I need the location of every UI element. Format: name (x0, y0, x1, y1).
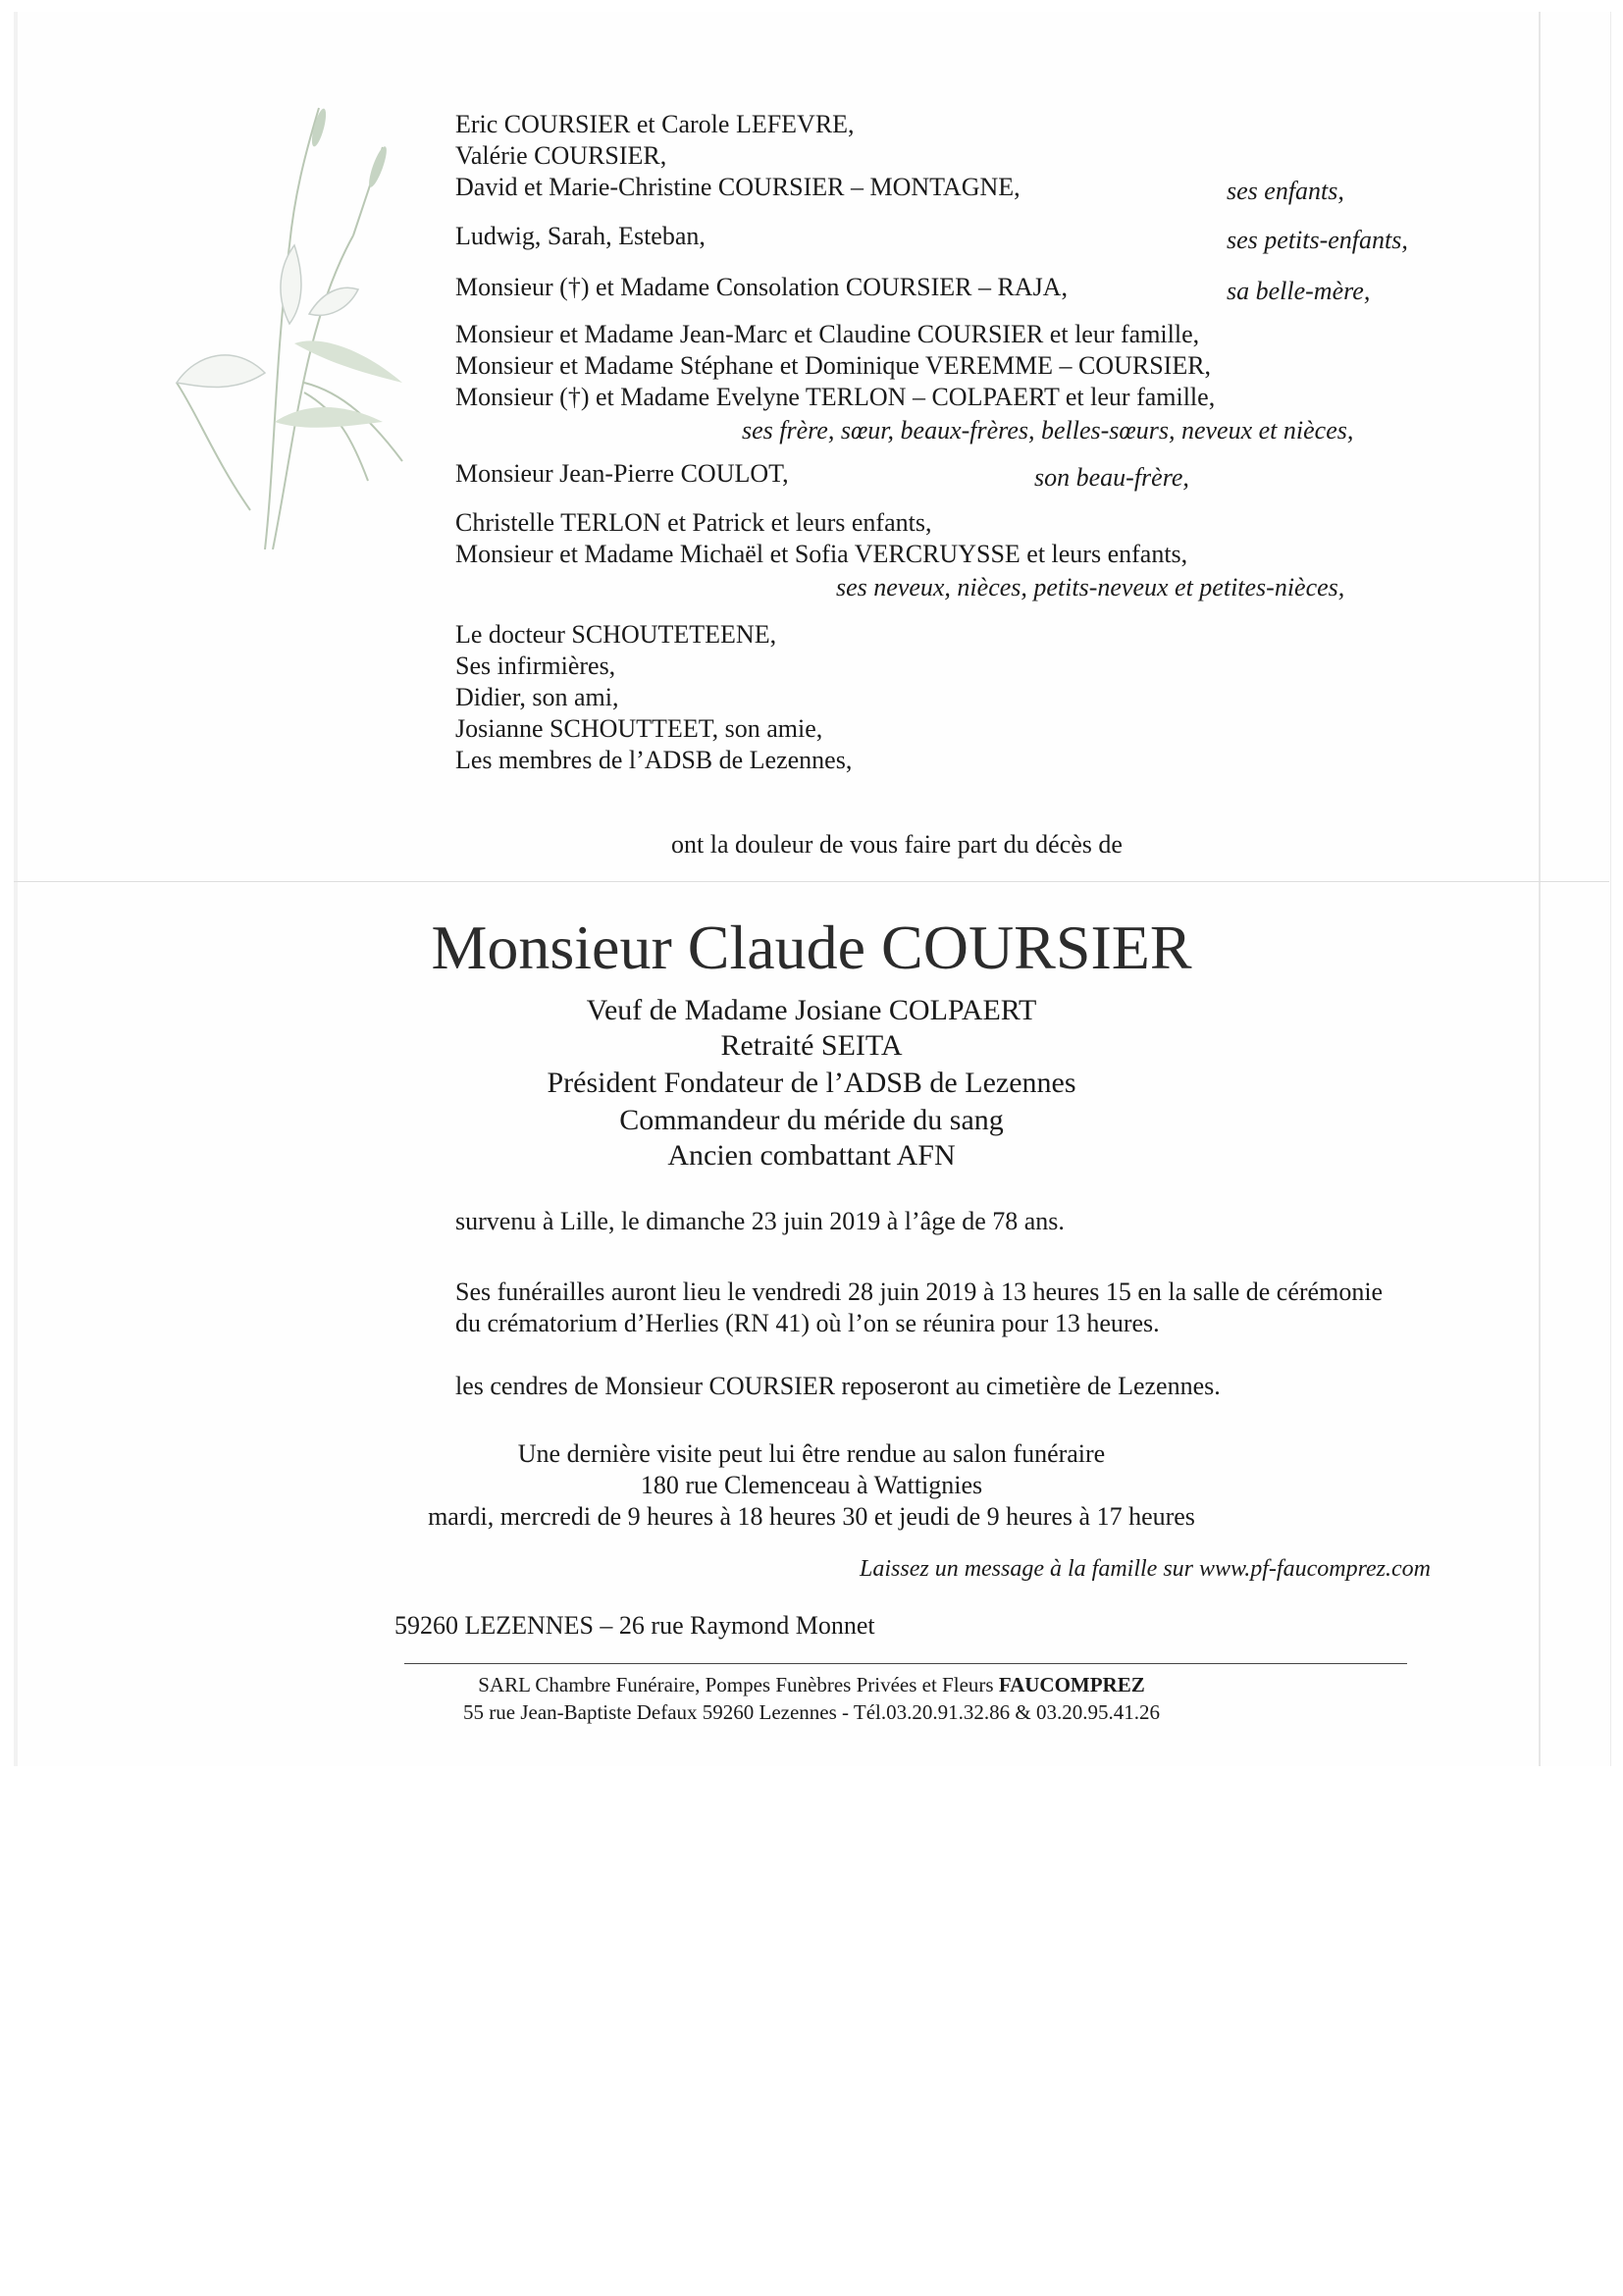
visit-line-1: Une dernière visite peut lui être rendue au salon funéraire (517, 1439, 1106, 1468)
company-brand: FAUCOMPREZ (998, 1673, 1145, 1696)
family-line-10: Christelle TERLON et Patrick et leurs enfants, (455, 508, 932, 537)
family-line-7: Monsieur et Madame Stéphane et Dominique VEREMME – COURSIER, (455, 351, 1212, 380)
family-line-1: Eric COURSIER et Carole LEFEVRE, (455, 110, 855, 138)
lily-flower-illustration (157, 88, 412, 549)
funeral-contact: 55 rue Jean-Baptiste Defaux 59260 Lezennes - Tél.03.20.91.32.86 & 03.20.95.41.26 (463, 1700, 1160, 1724)
funeral-details-1: Ses funérailles auront lieu le vendredi 28 juin 2019 à 13 heures 15 en la salle de cérémonie (455, 1278, 1384, 1306)
title-veteran: Ancien combattant AFN (667, 1139, 956, 1172)
relation-mother-in-law: sa belle-mère, (1227, 277, 1371, 305)
relation-nephews: ses neveux, nièces, petits-neveux et petites-nièces, (836, 573, 1345, 601)
death-details: survenu à Lille, le dimanche 23 juin 2019 à l’âge de 78 ans. (455, 1207, 1065, 1235)
relation-brother-in-law: son beau-frère, (1034, 463, 1189, 492)
family-line-13: Ses infirmières, (455, 652, 616, 680)
announcement-text: ont la douleur de vous faire part du décès de (671, 830, 1123, 859)
title-commander: Commandeur du méride du sang (619, 1104, 1004, 1136)
fold-line (14, 881, 1609, 882)
family-line-5: Monsieur (†) et Madame Consolation COURSIER – RAJA, (455, 273, 1068, 301)
home-address: 59260 LEZENNES – 26 rue Raymond Monnet (394, 1611, 875, 1640)
funeral-company (0, 1672, 1623, 1697)
relation-grandchildren: ses petits-enfants, (1227, 226, 1408, 254)
message-link[interactable]: Laissez un message à la famille sur www.pf-faucomprez.com (860, 1556, 1431, 1582)
family-line-16: Les membres de l’ADSB de Lezennes, (455, 746, 853, 774)
footer-rule (404, 1663, 1407, 1664)
family-line-6: Monsieur et Madame Jean-Marc et Claudine COURSIER et leur famille, (455, 320, 1200, 348)
family-line-15: Josianne SCHOUTTEET, son amie, (455, 714, 823, 743)
title-widower: Veuf de Madame Josiane COLPAERT (586, 994, 1037, 1026)
title-retired: Retraité SEITA (720, 1029, 903, 1062)
visit-line-2: 180 rue Clemenceau à Wattignies (640, 1471, 983, 1499)
deceased-name: Monsieur Claude COURSIER (431, 913, 1192, 982)
funeral-details-2: du crématorium d’Herlies (RN 41) où l’on se réunira pour 13 heures. (455, 1309, 1160, 1337)
family-line-9: Monsieur Jean-Pierre COULOT, (455, 459, 789, 488)
company-name: SARL Chambre Funéraire, Pompes Funèbres Privées et Fleurs (478, 1673, 999, 1696)
family-line-3: David et Marie-Christine COURSIER – MONTAGNE, (455, 173, 1021, 201)
family-line-2: Valérie COURSIER, (455, 141, 667, 170)
relation-children: ses enfants, (1227, 177, 1344, 205)
title-president: Président Fondateur de l’ADSB de Lezennes (547, 1067, 1076, 1099)
family-line-11: Monsieur et Madame Michaël et Sofia VERCRUYSSE et leurs enfants, (455, 540, 1188, 568)
family-line-12: Le docteur SCHOUTETEENE, (455, 620, 777, 649)
ashes-details: les cendres de Monsieur COURSIER reposeront au cimetière de Lezennes. (455, 1372, 1221, 1400)
relation-siblings: ses frère, sœur, beaux-frères, belles-sœurs, neveux et nièces, (742, 416, 1354, 444)
family-line-8: Monsieur (†) et Madame Evelyne TERLON – COLPAERT et leur famille, (455, 383, 1216, 411)
family-line-4: Ludwig, Sarah, Esteban, (455, 222, 706, 250)
family-line-14: Didier, son ami, (455, 683, 619, 711)
visit-line-3: mardi, mercredi de 9 heures à 18 heures 30 et jeudi de 9 heures à 17 heures (428, 1502, 1195, 1531)
